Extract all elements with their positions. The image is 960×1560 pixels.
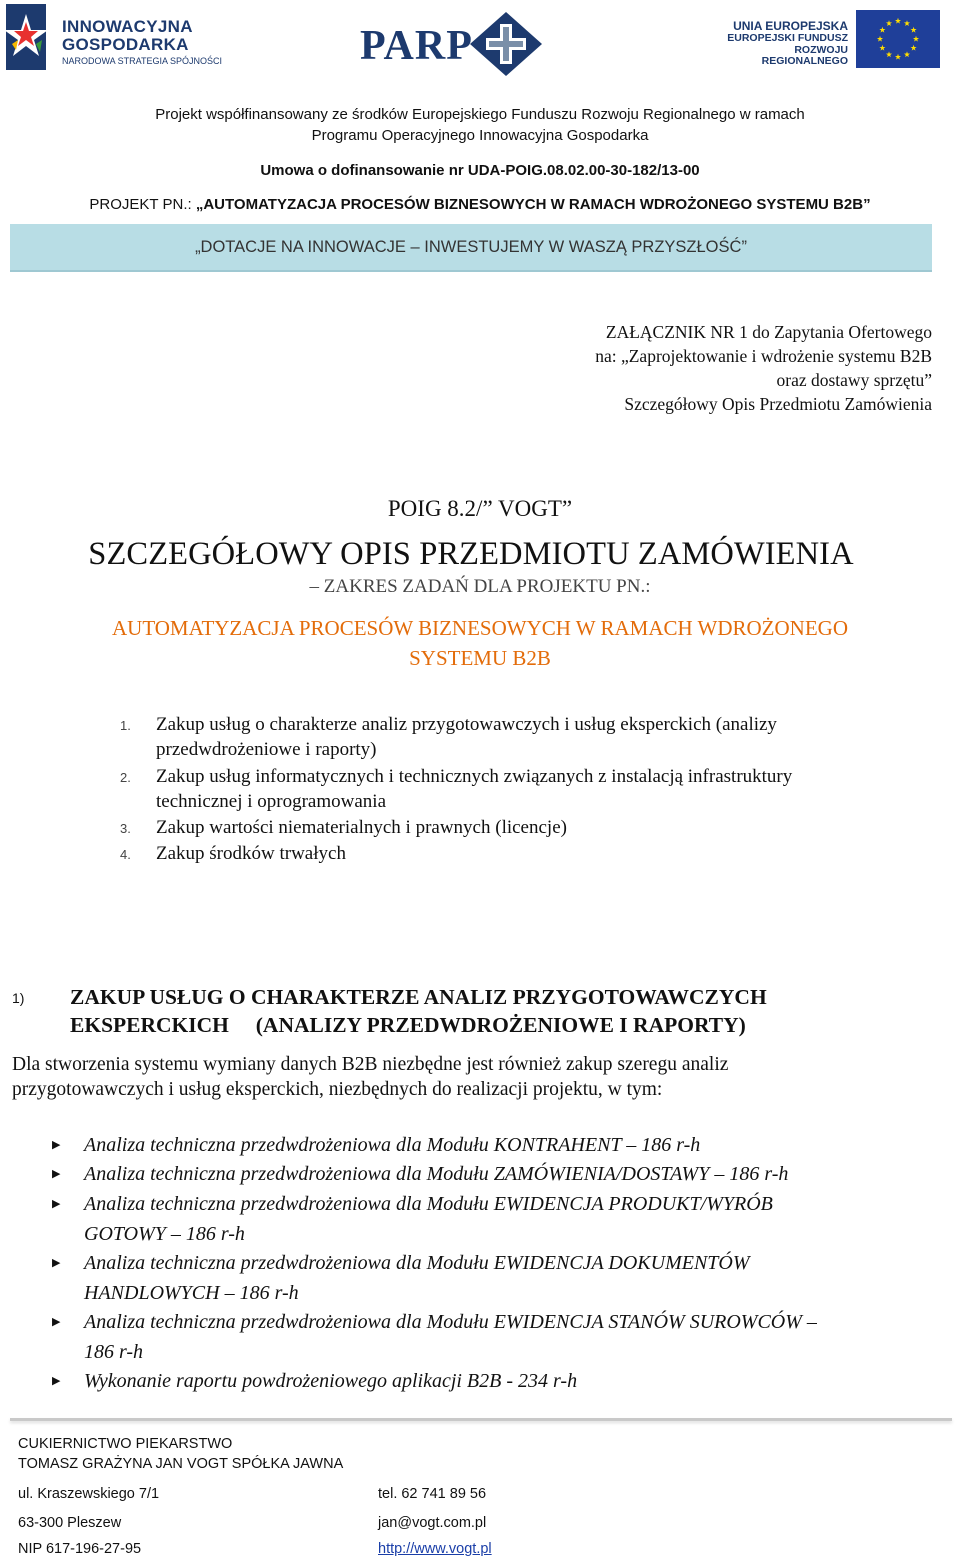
annex-block (332, 320, 932, 416)
slogan-text: „DOTACJE NA INNOWACJE – INWESTUJEMY W WASZĄ PRZYSZŁOŚĆ” (195, 238, 747, 256)
parp-logo-text: PARP (360, 23, 473, 69)
project-name-line (0, 196, 960, 213)
eu-flag-icon (856, 10, 940, 68)
parp-emblem-icon (470, 12, 542, 76)
eu-logo (708, 8, 940, 68)
address-city: 63-300 Pleszew (18, 1515, 122, 1531)
scope-item-number: 2. (120, 770, 131, 785)
list-item-line1: Analiza techniczna przedwdrożeniowa dla Modułu EWIDENCJA STANÓW SUROWCÓW – (84, 1311, 817, 1333)
tax-id: NIP 617-196-27-95 (18, 1541, 142, 1557)
scope-item-text-line2: przedwdrożeniowe i raporty) (156, 739, 377, 760)
section-paragraph-line1: Dla stworzenia systemu wymiany danych B2B niezbędne jest również zakup szeregu analiz (12, 1054, 729, 1075)
scope-item (120, 764, 920, 814)
annex-line4: Szczegółowy Opis Przedmiotu Zamówienia (624, 394, 932, 414)
slogan-band (10, 224, 932, 272)
list-item-line2: 186 r-h (84, 1340, 144, 1363)
list-item-line2: GOTOWY – 186 r-h (84, 1222, 245, 1245)
arrow-bullet-icon: ▶ (52, 1375, 61, 1387)
project-prefix: PROJEKT PN.: (89, 196, 196, 213)
cofinancing-line2: Programu Operacyjnego Innowacyjna Gospodarka (311, 127, 649, 144)
list-item-line1: Analiza techniczna przedwdrożeniowa dla Modułu EWIDENCJA PRODUKT/WYRÓB (84, 1193, 773, 1215)
footer-divider (10, 1418, 952, 1421)
eu-logo-line3: ROZWOJU REGIONALNEGO (761, 43, 848, 68)
agreement-number: Umowa o dofinansowanie nr UDA-POIG.08.02.00-30-182/13-00 (260, 162, 700, 179)
scope-item-text-line1: Zakup wartości niematerialnych i prawnych (licencje) (156, 817, 567, 838)
list-item-line1: Analiza techniczna przedwdrożeniowa dla Modułu ZAMÓWIENIA/DOSTAWY – 186 r-h (84, 1163, 789, 1185)
list-item (52, 1249, 922, 1308)
parp-logo (358, 8, 548, 78)
logo-ig-line2: GOSPODARKA (62, 35, 189, 54)
cofinancing-line1: Projekt współfinansowany ze środków Europejskiego Funduszu Rozwoju Regionalnego w ramach (155, 106, 805, 123)
eu-logo-line1: UNIA EUROPEJSKA (733, 19, 848, 33)
list-item (52, 1131, 922, 1161)
section-paragraph (12, 1052, 932, 1102)
logo-ig-line3: NARODOWA STRATEGIA SPÓJNOŚCI (62, 56, 223, 66)
scope-item-text-line1: Zakup środków trwałych (156, 843, 346, 864)
annex-line1: ZAŁĄCZNIK NR 1 do Zapytania Ofertowego (605, 322, 932, 342)
list-item-line1: Analiza techniczna przedwdrożeniowa dla Modułu KONTRAHENT – 186 r-h (84, 1134, 701, 1156)
list-item (52, 1190, 922, 1249)
eu-logo-line2: EUROPEJSKI FUNDUSZ (727, 32, 848, 45)
section-paragraph-line2: przygotowawczych i usług eksperckich, niezbędnych do realizacji projektu, w tym: (12, 1079, 663, 1100)
list-item (52, 1308, 922, 1367)
address-street: ul. Kraszewskiego 7/1 (18, 1486, 160, 1502)
list-item-line2: HANDLOWYCH – 186 r-h (84, 1281, 299, 1304)
annex-line2: na: „Zaprojektowanie i wdrożenie systemu B2B (595, 346, 932, 366)
phone-number: tel. 62 741 89 56 (378, 1486, 487, 1502)
section-heading-line1: ZAKUP USŁUG O CHARAKTERZE ANALIZ PRZYGOTOWAWCZYCH (70, 985, 767, 1009)
scope-item-text-line2: technicznej i oprogramowania (156, 791, 387, 812)
arrow-bullet-icon: ▶ (52, 1168, 61, 1180)
document-title: SZCZEGÓŁOWY OPIS PRZEDMIOTU ZAMÓWIENIA (88, 536, 854, 572)
section-heading (70, 983, 950, 1039)
section-heading-line2: EKSPERCKICH (ANALIZY PRZEDWDROŻENIOWE I RAPORTY) (70, 1013, 746, 1037)
list-item (52, 1160, 922, 1190)
innowacyjna-gospodarka-logo (6, 4, 236, 74)
arrow-bullet-icon: ▶ (52, 1257, 61, 1269)
arrow-bullet-icon: ▶ (52, 1198, 61, 1210)
section-number: 1) (12, 990, 25, 1006)
star-emblem-icon (6, 4, 58, 70)
website-link[interactable]: http://www.vogt.pl (378, 1541, 492, 1557)
list-item (52, 1367, 922, 1397)
list-item-line1: Analiza techniczna przedwdrożeniowa dla Modułu EWIDENCJA DOKUMENTÓW (84, 1252, 750, 1274)
reference-code: POIG 8.2/” VOGT” (387, 496, 573, 521)
scope-item (120, 815, 920, 840)
scope-item-text-line1: Zakup usług informatycznych i technicznych związanych z instalacją infrastruktury (156, 766, 793, 787)
project-title: „AUTOMATYZACJA PROCESÓW BIZNESOWYCH W RAMACH WDROŻONEGO SYSTEMU B2B” (195, 196, 871, 213)
document-subtitle: – ZAKRES ZADAŃ DLA PROJEKTU PN.: (309, 576, 651, 597)
arrow-bullet-icon: ▶ (52, 1316, 61, 1328)
company-name-line1: CUKIERNICTWO PIEKARSTWO (18, 1436, 233, 1452)
list-item-line1: Wykonanie raportu powdrożeniowego aplikacji B2B - 234 r-h (84, 1370, 578, 1392)
scope-item-number: 3. (120, 821, 131, 836)
scope-item-number: 1. (120, 718, 131, 733)
project-title-line2: SYSTEMU B2B (409, 646, 551, 670)
email-address[interactable]: jan@vogt.com.pl (378, 1515, 487, 1531)
scope-item (120, 841, 920, 866)
annex-line3: oraz dostawy sprzętu” (776, 370, 932, 390)
scope-item (120, 712, 920, 762)
project-title-line1: AUTOMATYZACJA PROCESÓW BIZNESOWYCH W RAMACH WDROŻONEGO (111, 616, 848, 640)
scope-item-number: 4. (120, 847, 131, 862)
arrow-bullet-icon: ▶ (52, 1139, 61, 1151)
logo-ig-line1: INNOWACYJNA (62, 17, 193, 36)
scope-item-text-line1: Zakup usług o charakterze analiz przygotowawczych i usług eksperckich (analizy (156, 714, 777, 735)
company-name-line2: TOMASZ GRAŻYNA JAN VOGT SPÓŁKA JAWNA (18, 1456, 344, 1472)
